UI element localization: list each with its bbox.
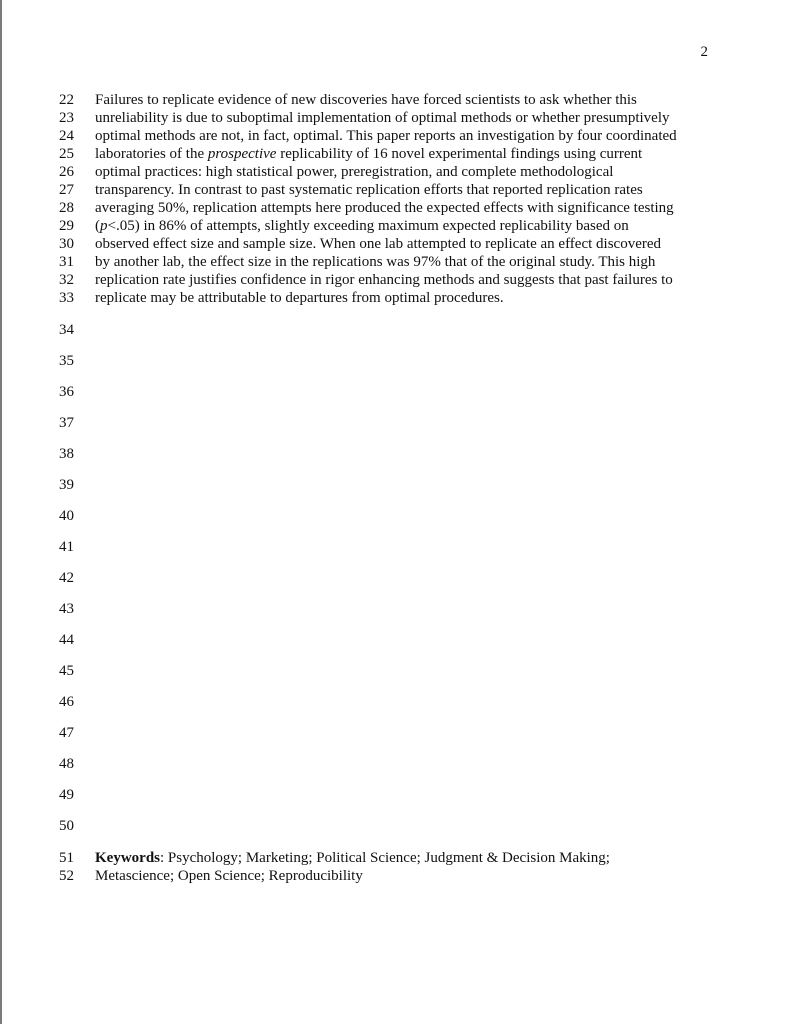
abstract-line: averaging 50%, replication attempts here produced the expected effects with significance testing bbox=[95, 200, 674, 216]
page-left-edge bbox=[0, 0, 2, 1024]
text-segment: ( bbox=[95, 218, 100, 234]
line-number: 48 bbox=[59, 756, 74, 772]
line-number: 49 bbox=[59, 787, 74, 803]
abstract-line: optimal methods are not, in fact, optimal. This paper reports an investigation by four coordinated bbox=[95, 128, 677, 144]
line-number: 32 bbox=[59, 272, 74, 288]
abstract-line bbox=[95, 217, 629, 235]
italic-term-p: p bbox=[100, 218, 108, 234]
line-number: 31 bbox=[59, 254, 74, 270]
line-number: 37 bbox=[59, 415, 74, 431]
text-segment: <.05) in 86% of attempts, slightly exceeding maximum expected replicability based on bbox=[107, 218, 629, 234]
line-number: 52 bbox=[59, 868, 74, 884]
abstract-line: observed effect size and sample size. When one lab attempted to replicate an effect discovered bbox=[95, 236, 662, 252]
line-number: 25 bbox=[59, 146, 74, 162]
line-number: 34 bbox=[59, 322, 74, 338]
line-number: 22 bbox=[59, 92, 74, 108]
line-number: 41 bbox=[59, 539, 74, 555]
keywords-line bbox=[95, 849, 610, 867]
line-number: 46 bbox=[59, 694, 74, 710]
text-segment: replicability of 16 novel experimental findings using current bbox=[276, 146, 643, 162]
line-number: 38 bbox=[59, 446, 74, 462]
keywords-list: : Psychology; Marketing; Political Science; Judgment & Decision Making; bbox=[160, 850, 610, 866]
line-number: 47 bbox=[59, 725, 74, 741]
line-number: 45 bbox=[59, 663, 74, 679]
abstract-line: replication rate justifies confidence in rigor enhancing methods and suggests that past failures to bbox=[95, 272, 673, 288]
abstract-line bbox=[95, 145, 642, 163]
line-number: 26 bbox=[59, 164, 74, 180]
line-number: 30 bbox=[59, 236, 74, 252]
keywords-line: Metascience; Open Science; Reproducibility bbox=[95, 868, 363, 884]
line-number: 24 bbox=[59, 128, 74, 144]
line-number: 50 bbox=[59, 818, 74, 834]
line-number: 42 bbox=[59, 570, 74, 586]
text-segment: laboratories of the bbox=[95, 146, 208, 162]
line-number: 36 bbox=[59, 384, 74, 400]
line-number: 40 bbox=[59, 508, 74, 524]
line-number: 51 bbox=[59, 850, 74, 866]
abstract-line: unreliability is due to suboptimal implementation of optimal methods or whether presumptively bbox=[95, 110, 670, 126]
line-number: 27 bbox=[59, 182, 74, 198]
line-number: 33 bbox=[59, 290, 74, 306]
italic-term-prospective: prospective bbox=[207, 146, 277, 162]
line-number: 29 bbox=[59, 218, 74, 234]
line-number: 39 bbox=[59, 477, 74, 493]
line-number: 44 bbox=[59, 632, 74, 648]
line-number: 43 bbox=[59, 601, 74, 617]
line-number: 28 bbox=[59, 200, 74, 216]
line-number: 35 bbox=[59, 353, 74, 369]
keywords-label: Keywords bbox=[95, 850, 160, 866]
line-number: 23 bbox=[59, 110, 74, 126]
abstract-line: replicate may be attributable to departures from optimal procedures. bbox=[95, 290, 504, 306]
abstract-line: optimal practices: high statistical power, preregistration, and complete methodological bbox=[95, 164, 614, 180]
page-number: 2 bbox=[700, 44, 708, 60]
abstract-line: transparency. In contrast to past systematic replication efforts that reported replication rates bbox=[95, 182, 643, 198]
abstract-line: by another lab, the effect size in the replications was 97% that of the original study. This high bbox=[95, 254, 656, 270]
abstract-line: Failures to replicate evidence of new discoveries have forced scientists to ask whether this bbox=[95, 92, 637, 108]
